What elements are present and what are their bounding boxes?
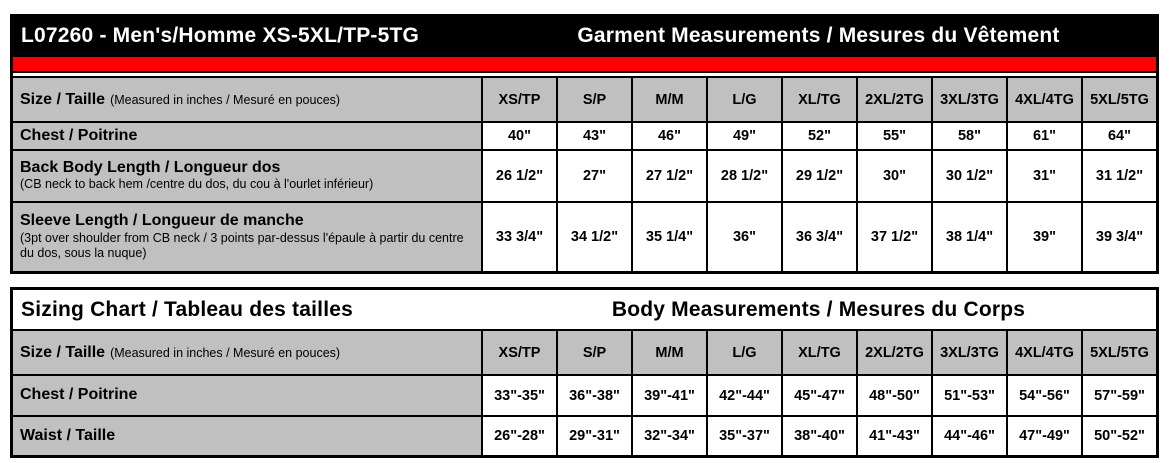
back-length-value-cell: 31" (1008, 151, 1081, 201)
waist-value-cell: 32"-34" (633, 417, 706, 455)
sleeve-length-value-cell: 33 3/4" (483, 203, 556, 271)
red-accent-bar (13, 57, 1156, 71)
waist-value-cell: 41"-43" (858, 417, 931, 455)
product-code-title: L07260 - Men's/Homme XS-5XL/TP-5TG (21, 24, 420, 47)
chest-row-label: Chest / Poitrine (13, 123, 481, 149)
size-col-header: 3XL/3TG (933, 78, 1006, 121)
chest-value-cell: 52" (783, 123, 856, 149)
body-size-header-label (13, 331, 481, 374)
waist-value-cell: 38"-40" (783, 417, 856, 455)
garment-size-header-label (13, 78, 481, 121)
sleeve-length-value-cell: 35 1/4" (633, 203, 706, 271)
chest-value-cell: 64" (1083, 123, 1156, 149)
waist-value-cell: 50"-52" (1083, 417, 1156, 455)
size-label: Size / Taille (20, 90, 106, 108)
body-chest-row-label: Chest / Poitrine (13, 376, 481, 415)
size-col-header: 3XL/3TG (933, 331, 1006, 374)
size-col-header: XL/TG (783, 331, 856, 374)
sleeve-length-value-cell: 36 3/4" (783, 203, 856, 271)
chest-value-cell: 40" (483, 123, 556, 149)
size-col-header: L/G (708, 331, 781, 374)
size-sublabel: (Measured in inches / Mesuré en pouces) (110, 345, 341, 360)
sleeve-length-value-cell: 34 1/2" (558, 203, 631, 271)
chest-value-cell: 49" (708, 123, 781, 149)
back-length-value-cell: 30 1/2" (933, 151, 1006, 201)
back-length-value-cell: 26 1/2" (483, 151, 556, 201)
chest-value-cell: 58" (933, 123, 1006, 149)
back-length-value-cell: 31 1/2" (1083, 151, 1156, 201)
sleeve-length-row-label: Sleeve Length / Longueur de manche (3pt over shoulder from CB neck / 3 points par-dessus l'épaule à partir du centre du dos, sous la nuque) (13, 203, 481, 271)
sleeve-length-value-cell: 39 3/4" (1083, 203, 1156, 271)
size-col-header: S/P (558, 78, 631, 121)
size-col-header: XS/TP (483, 331, 556, 374)
back-length-value-cell: 30" (858, 151, 931, 201)
size-sublabel: (Measured in inches / Mesuré en pouces) (110, 92, 341, 107)
waist-row-label: Waist / Taille (13, 417, 481, 455)
back-length-value-cell: 27 1/2" (633, 151, 706, 201)
chest-value-cell: 55" (858, 123, 931, 149)
size-col-header: L/G (708, 78, 781, 121)
waist-value-cell: 26"-28" (483, 417, 556, 455)
body-chest-value-cell: 57"-59" (1083, 376, 1156, 415)
back-body-length-row-label: Back Body Length / Longueur dos (CB neck to back hem /centre du dos, du cou à l'ourlet inférieur) (13, 151, 481, 201)
body-measurements-table (10, 287, 1159, 458)
body-chest-value-cell: 48"-50" (858, 376, 931, 415)
size-col-header: 5XL/5TG (1083, 78, 1156, 121)
size-col-header: M/M (633, 78, 706, 121)
back-length-value-cell: 27" (558, 151, 631, 201)
sizing-chart-title: Sizing Chart / Tableau des tailles (21, 297, 353, 321)
size-col-header: XL/TG (783, 78, 856, 121)
body-chest-value-cell: 42"-44" (708, 376, 781, 415)
body-measurements-title: Body Measurements / Mesures du Corps (611, 297, 1026, 321)
body-chest-value-cell: 36"-38" (558, 376, 631, 415)
back-length-value-cell: 29 1/2" (783, 151, 856, 201)
size-col-header: S/P (558, 331, 631, 374)
size-col-header: 2XL/2TG (858, 331, 931, 374)
body-chest-value-cell: 54"-56" (1008, 376, 1081, 415)
chest-value-cell: 46" (633, 123, 706, 149)
garment-table-title-row (13, 17, 1156, 55)
size-col-header: 4XL/4TG (1008, 78, 1081, 121)
size-label: Size / Taille (20, 343, 106, 361)
size-col-header: 5XL/5TG (1083, 331, 1156, 374)
back-length-value-cell: 28 1/2" (708, 151, 781, 201)
size-col-header: 2XL/2TG (858, 78, 931, 121)
waist-value-cell: 35"-37" (708, 417, 781, 455)
body-chest-value-cell: 45"-47" (783, 376, 856, 415)
body-chest-value-cell: 51"-53" (933, 376, 1006, 415)
body-chest-value-cell: 39"-41" (633, 376, 706, 415)
garment-measurements-title: Garment Measurements / Mesures du Vêtement (577, 24, 1060, 47)
size-col-header: XS/TP (483, 78, 556, 121)
size-col-header: 4XL/4TG (1008, 331, 1081, 374)
waist-value-cell: 44"-46" (933, 417, 1006, 455)
sleeve-length-value-cell: 37 1/2" (858, 203, 931, 271)
body-table-title-row (13, 290, 1156, 329)
sleeve-length-value-cell: 36" (708, 203, 781, 271)
garment-measurements-table (10, 14, 1159, 274)
chest-value-cell: 61" (1008, 123, 1081, 149)
size-col-header: M/M (633, 331, 706, 374)
sleeve-length-value-cell: 38 1/4" (933, 203, 1006, 271)
white-spacer-row (13, 73, 1156, 76)
sleeve-length-value-cell: 39" (1008, 203, 1081, 271)
chest-value-cell: 43" (558, 123, 631, 149)
body-chest-value-cell: 33"-35" (483, 376, 556, 415)
waist-value-cell: 47"-49" (1008, 417, 1081, 455)
waist-value-cell: 29"-31" (558, 417, 631, 455)
